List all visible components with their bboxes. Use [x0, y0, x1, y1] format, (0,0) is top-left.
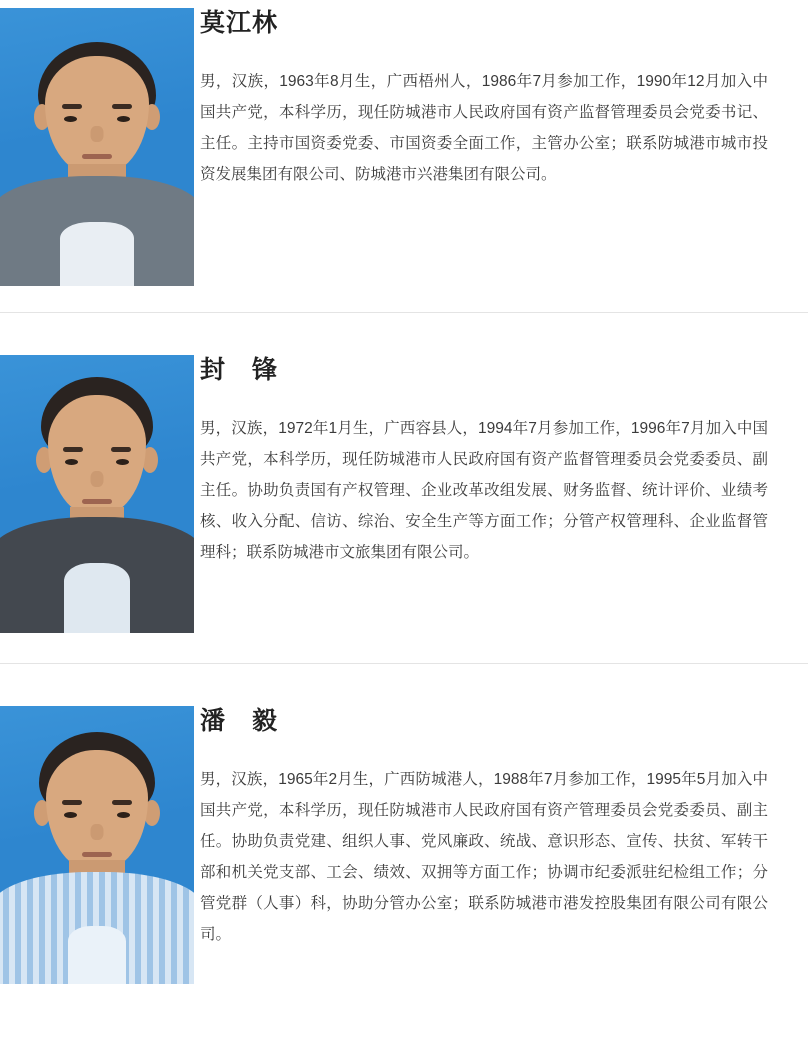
profile-text-cell — [200, 8, 808, 286]
profile-entry — [0, 0, 808, 312]
profile-photo-cell — [0, 8, 200, 286]
person-bio: 男，汉族，1972年1月生，广西容县人，1994年7月参加工作，1996年7月加入中国共产党，本科学历，现任防城港市人民政府国有资产监督管理委员会党委委员、副主任。协助负责国有产权管理、企业改革改组发展、财务监督、统计评价、业绩考核、收入分配、信访、综治、安全生产等方面工作；分管产权管理科、企业监督管理科；联系防城港市文旅集团有限公司。 — [200, 420, 768, 561]
profile-entry — [0, 664, 808, 994]
person-name: 莫江林 — [200, 9, 279, 37]
person-bio: 男，汉族，1965年2月生，广西防城港人，1988年7月参加工作，1995年5月加入中国共产党，本科学历，现任防城港市人民政府国有资产管理委员会党委委员、副主任。协助负责党建、组织人事、党风廉政、统战、意识形态、宣传、扶贫、军转干部和机关党支部、工会、绩效、双拥等方面工作；协调市纪委派驻纪检组工作；分管党群（人事）科，协助分管办公室；联系防城港市港发控股集团有限公司有限公司。 — [200, 771, 768, 943]
profile-photo-cell — [0, 706, 200, 984]
profile-entry — [0, 313, 808, 663]
person-name: 潘 毅 — [200, 707, 279, 735]
profile-text-cell — [200, 355, 808, 633]
avatar — [0, 355, 194, 633]
person-name: 封 锋 — [200, 356, 279, 384]
avatar — [0, 8, 194, 286]
person-bio: 男，汉族，1963年8月生，广西梧州人，1986年7月参加工作，1990年12月加入中国共产党，本科学历，现任防城港市人民政府国有资产监督管理委员会党委书记、主任。主持市国资委党委、市国资委全面工作，主管办公室；联系防城港市城市投资发展集团有限公司、防城港市兴港集团有限公司。 — [200, 73, 768, 183]
avatar — [0, 706, 194, 984]
profile-photo-cell — [0, 355, 200, 633]
profile-text-cell — [200, 706, 808, 984]
